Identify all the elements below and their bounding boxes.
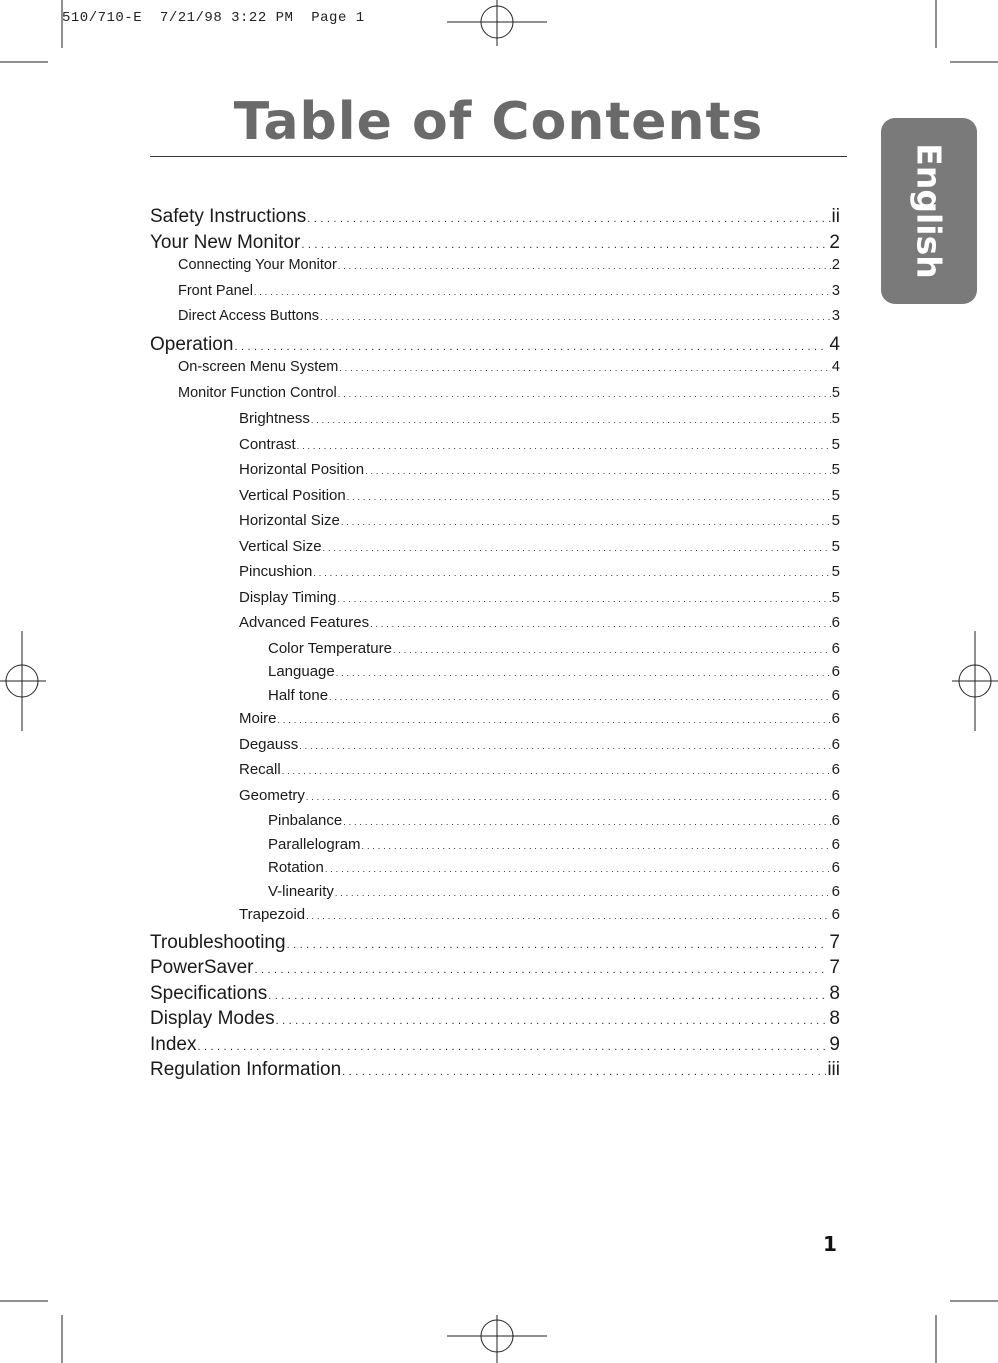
- toc-entry: [150, 1008, 840, 1034]
- toc-entry-title: Brightness: [239, 410, 310, 427]
- registration-mark-bottom: [447, 1315, 547, 1363]
- toc-entry-page: 4: [831, 359, 840, 375]
- toc-entry: [150, 906, 840, 932]
- toc-entry: [150, 710, 840, 736]
- toc-entry-page: 7: [829, 931, 840, 953]
- toc-entry: [150, 614, 840, 640]
- dot-leader: [307, 213, 830, 225]
- toc-entry: [150, 436, 840, 462]
- dot-leader: [343, 817, 830, 827]
- dot-leader: [306, 911, 831, 921]
- toc-entry: [150, 334, 840, 360]
- toc-entry-page: 8: [829, 1008, 840, 1029]
- toc-entry-page: 5: [831, 410, 840, 427]
- toc-entry-title: Degauss: [239, 735, 299, 753]
- registration-mark-left: [0, 631, 46, 731]
- toc-entry-title: On-screen Menu System: [178, 359, 339, 375]
- toc-entry-title: Vertical Position: [239, 486, 346, 504]
- toc-entry-page: 6: [831, 710, 840, 727]
- dot-leader: [313, 568, 830, 578]
- toc-entry-title: Pincushion: [239, 563, 313, 580]
- toc-entry: [150, 1034, 840, 1060]
- dot-leader: [362, 841, 831, 851]
- toc-entry-title: Display Modes: [150, 1008, 275, 1029]
- dot-leader: [311, 415, 831, 425]
- toc-entry-page: 5: [831, 486, 840, 504]
- toc-entry: [150, 812, 840, 836]
- toc-entry: [150, 932, 840, 958]
- toc-entry-page: 5: [831, 461, 840, 478]
- registration-mark-right: [952, 631, 998, 731]
- toc-entry-page: 5: [831, 435, 840, 453]
- toc-entry: [150, 385, 840, 411]
- toc-entry-page: 3: [831, 308, 840, 324]
- toc-entry: [150, 736, 840, 762]
- table-of-contents: [150, 206, 840, 1085]
- toc-entry-title: Display Timing: [239, 588, 337, 606]
- dot-leader: [342, 1066, 826, 1078]
- dot-leader: [370, 619, 831, 629]
- dot-leader: [255, 964, 829, 976]
- dot-leader: [336, 668, 831, 678]
- toc-entry-title: Troubleshooting: [150, 931, 286, 953]
- toc-entry: [150, 983, 840, 1009]
- dot-leader: [306, 792, 831, 802]
- page-number: 1: [823, 1232, 837, 1256]
- toc-entry-page: 7: [829, 957, 840, 978]
- toc-entry: [150, 687, 840, 711]
- toc-entry-page: 6: [831, 812, 840, 829]
- toc-entry-title: Moire: [239, 710, 277, 727]
- toc-entry-page: 5: [831, 537, 840, 555]
- toc-entry-page: 8: [829, 982, 840, 1004]
- language-tab-label: English: [909, 143, 949, 279]
- toc-entry-title: Contrast: [239, 435, 296, 453]
- page-title: Table of Contents: [233, 92, 764, 152]
- toc-entry: [150, 957, 840, 983]
- toc-entry-page: 6: [831, 835, 840, 853]
- dot-leader: [347, 492, 831, 502]
- toc-entry-page: 5: [831, 563, 840, 580]
- toc-entry-page: 5: [831, 512, 840, 529]
- language-tab: [881, 118, 977, 304]
- toc-entry-title: Trapezoid: [239, 906, 306, 923]
- toc-entry-title: Vertical Size: [239, 537, 322, 555]
- toc-entry-page: 6: [831, 663, 840, 680]
- toc-entry-page: iii: [827, 1059, 840, 1080]
- dot-leader: [320, 312, 831, 322]
- toc-entry-page: 4: [829, 333, 840, 355]
- toc-entry: [150, 640, 840, 664]
- toc-entry: [150, 836, 840, 860]
- toc-entry-title: Half tone: [268, 686, 329, 704]
- dot-leader: [301, 239, 828, 251]
- dot-leader: [282, 766, 831, 776]
- dot-leader: [339, 363, 831, 373]
- toc-entry: [150, 308, 840, 334]
- toc-entry-page: 6: [831, 882, 840, 900]
- toc-entry-title: Safety Instructions: [150, 206, 307, 227]
- dot-leader: [393, 645, 831, 655]
- toc-entry-title: Color Temperature: [268, 639, 392, 657]
- toc-entry-title: Rotation: [268, 859, 324, 876]
- toc-entry: [150, 538, 840, 564]
- toc-entry-page: 2: [829, 231, 840, 253]
- toc-entry-title: Advanced Features: [239, 614, 370, 631]
- dot-leader: [341, 517, 831, 527]
- toc-entry: [150, 257, 840, 283]
- dot-leader: [338, 594, 831, 604]
- dot-leader: [335, 888, 831, 898]
- toc-entry-title: Horizontal Position: [239, 461, 365, 478]
- toc-entry-title: PowerSaver: [150, 957, 254, 978]
- toc-entry: [150, 512, 840, 538]
- dot-leader: [365, 466, 831, 476]
- toc-entry-title: Index: [150, 1033, 197, 1055]
- toc-entry-page: 6: [831, 786, 840, 804]
- toc-entry: [150, 1059, 840, 1085]
- toc-entry-page: 9: [829, 1033, 840, 1055]
- dot-leader: [276, 1015, 829, 1027]
- dot-leader: [299, 741, 830, 751]
- toc-entry: [150, 283, 840, 309]
- toc-entry-title: Recall: [239, 761, 281, 778]
- toc-entry-title: Operation: [150, 333, 234, 355]
- toc-entry-page: 6: [831, 859, 840, 876]
- toc-entry-title: Monitor Function Control: [178, 384, 337, 401]
- dot-leader: [234, 341, 828, 353]
- toc-entry-title: Regulation Information: [150, 1059, 342, 1080]
- toc-entry: [150, 359, 840, 385]
- toc-entry-page: 6: [831, 735, 840, 753]
- toc-entry-title: Connecting Your Monitor: [178, 257, 337, 273]
- dot-leader: [278, 715, 831, 725]
- toc-entry: [150, 589, 840, 615]
- dot-leader: [268, 990, 828, 1002]
- toc-entry: [150, 663, 840, 687]
- toc-entry-page: 2: [831, 257, 840, 273]
- toc-entry: [150, 859, 840, 883]
- toc-entry-title: Parallelogram: [268, 835, 361, 853]
- toc-entry-page: 3: [831, 282, 840, 299]
- toc-entry-title: Direct Access Buttons: [178, 308, 320, 324]
- dot-leader: [338, 389, 831, 399]
- toc-entry-page: 6: [831, 639, 840, 657]
- toc-entry-title: Horizontal Size: [239, 512, 340, 529]
- toc-entry-title: V-linearity: [268, 882, 334, 900]
- toc-entry-title: Language: [268, 663, 335, 680]
- toc-entry: [150, 787, 840, 813]
- dot-leader: [325, 864, 831, 874]
- toc-entry: [150, 563, 840, 589]
- toc-entry-page: 6: [831, 686, 840, 704]
- toc-entry-title: Geometry: [239, 786, 305, 804]
- toc-entry-page: 6: [831, 906, 840, 923]
- dot-leader: [297, 441, 831, 451]
- toc-entry-page: 5: [831, 384, 840, 401]
- toc-entry-page: 5: [831, 588, 840, 606]
- toc-entry: [150, 487, 840, 513]
- dot-leader: [329, 692, 831, 702]
- toc-entry: [150, 761, 840, 787]
- toc-entry-title: Front Panel: [178, 282, 253, 299]
- toc-entry-page: 6: [831, 614, 840, 631]
- dot-leader: [338, 261, 831, 271]
- dot-leader: [254, 287, 831, 297]
- toc-entry: [150, 410, 840, 436]
- toc-entry: [150, 883, 840, 907]
- registration-mark-top: [447, 0, 547, 46]
- toc-entry-title: Your New Monitor: [150, 231, 301, 253]
- print-slug: 510/710-E 7/21/98 3:22 PM Page 1: [62, 10, 365, 26]
- toc-entry-title: Specifications: [150, 982, 268, 1004]
- toc-entry-page: ii: [831, 206, 840, 227]
- dot-leader: [287, 939, 829, 951]
- toc-entry: [150, 206, 840, 232]
- toc-entry: [150, 461, 840, 487]
- dot-leader: [323, 543, 831, 553]
- toc-entry-page: 6: [831, 761, 840, 778]
- dot-leader: [197, 1041, 828, 1053]
- toc-entry: [150, 232, 840, 258]
- toc-entry-title: Pinbalance: [268, 812, 343, 829]
- title-rule: [150, 156, 847, 157]
